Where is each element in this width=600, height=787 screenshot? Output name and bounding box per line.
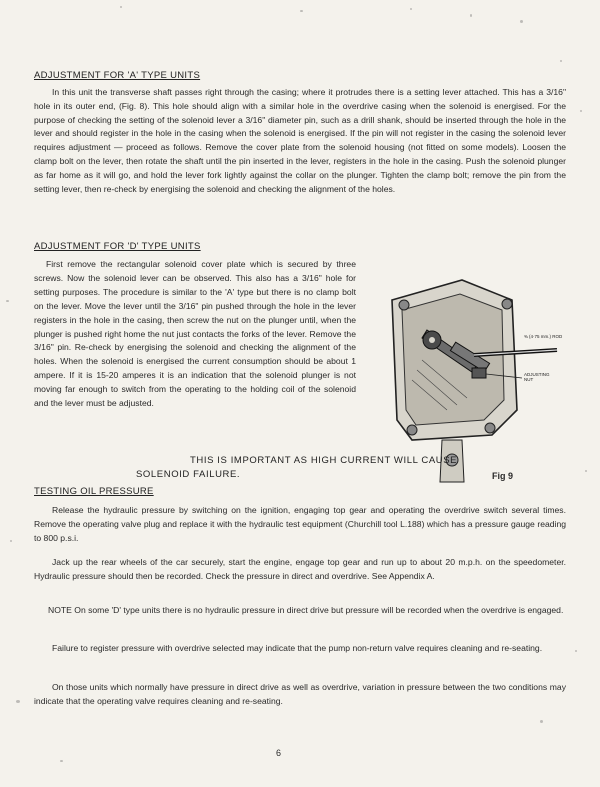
warning-line-2: SOLENOID FAILURE. bbox=[136, 469, 241, 480]
paragraph-oil-2 bbox=[34, 556, 566, 584]
paragraph-note bbox=[48, 604, 600, 618]
figure-label: Fig 9 bbox=[492, 471, 514, 481]
paragraph-oil-1 bbox=[34, 504, 566, 545]
paragraph-oil-4 bbox=[34, 681, 566, 709]
paragraph-oil-1-text: Release the hydraulic pressure by switching on the ignition, engaging top gear and operating the overdrive switch several times. Remove the operating valve plug and replace it with the hydraulic test equipment (Churchill tool L.188) which has a pressure gauge reading to 800 p.s.i. bbox=[34, 505, 566, 543]
callout-adjusting-nut: ADJUSTING NUT bbox=[524, 372, 550, 382]
callout-rod: ⅜ (4·75 mm.) ROD bbox=[524, 334, 563, 339]
paragraph-oil-4-text: On those units which normally have pressure in direct drive as well as overdrive, variation in pressure between the two conditions may indicate that the operating valve requires cleaning and re-seating. bbox=[34, 682, 566, 706]
paragraph-oil-2-text: Jack up the rear wheels of the car securely, start the engine, engage top gear and run up to about 20 m.p.h. on the speedometer. Hydraulic pressure should then be recorded. Check the pressure in direct and overdrive. See Appendix A. bbox=[34, 557, 566, 581]
warning-text bbox=[136, 454, 520, 482]
paragraph-oil-3 bbox=[34, 642, 566, 656]
heading-a-type: ADJUSTMENT FOR 'A' TYPE UNITS bbox=[34, 70, 201, 81]
paragraph-d-type-text: First remove the rectangular solenoid cover plate which is secured by three screws. Now the solenoid lever can be observed. This also has a 3/16" hole for setting purposes. The procedure is similar to the 'A' type but there is no clamp bolt on the lever. Move the lever until the 3/16" pin pushed through the hole in the lever registers in the hole in the casing, then screw the nut on the plunger until, when the plunger is pushed right home the nut just contacts the forks of the lever. Remove the 3/16" pin. Re-check by energising the solenoid and checking the alignment of the holes. When the solenoid is energised the current consumption should be about 1 ampere. If it is 15-20 amperes it is an indication that the solenoid plunger is not moving far enough to switch from the operating to the holding coil of the solenoid and the lever must be adjusted. bbox=[34, 259, 356, 409]
warning-line-1: THIS IS IMPORTANT AS HIGH CURRENT WILL CAUSE bbox=[190, 455, 458, 466]
paragraph-oil-3-text: Failure to register pressure with overdrive selected may indicate that the pump non-return valve requires cleaning and re-seating. bbox=[52, 643, 543, 653]
paragraph-a-type bbox=[34, 86, 566, 196]
page-number: 6 bbox=[276, 748, 282, 758]
paragraph-d-type bbox=[34, 258, 356, 411]
heading-oil-pressure: TESTING OIL PRESSURE bbox=[34, 486, 154, 497]
heading-d-type: ADJUSTMENT FOR 'D' TYPE UNITS bbox=[34, 241, 201, 252]
paragraph-note-text: NOTE On some 'D' type units there is no hydraulic pressure in direct drive but pressure will be recorded when the overdrive is engaged. bbox=[48, 605, 564, 615]
paragraph-a-type-text: In this unit the transverse shaft passes right through the casing; where it protrudes there is a setting lever attached. This has a 3/16" hole in its outer end, (Fig. 8). This hole should align with a similar hole in the overdrive casing when the solenoid is energised. For the purpose of checking the setting of the solenoid lever a 3/16" diameter pin, such as a drill shank, should be inserted through the hole in the lever and should register in the hole in the casing when the solenoid is energised. If the pin will not register in the casing the solenoid lever requires adjustment — proceed as follows. Remove the cover plate from the solenoid housing (not fitted on some models). Loosen the clamp bolt on the lever, then rotate the shaft until the pin inserted in the lever, registers in the hole in the casing. Push the solenoid plunger as far home as it will go, and hold the lever fork lightly against the collar on the plunger. Tighten the clamp bolt; remove the pin from the setting lever, then re-check by energising the solenoid and checking the alignment of the holes. bbox=[34, 87, 566, 194]
